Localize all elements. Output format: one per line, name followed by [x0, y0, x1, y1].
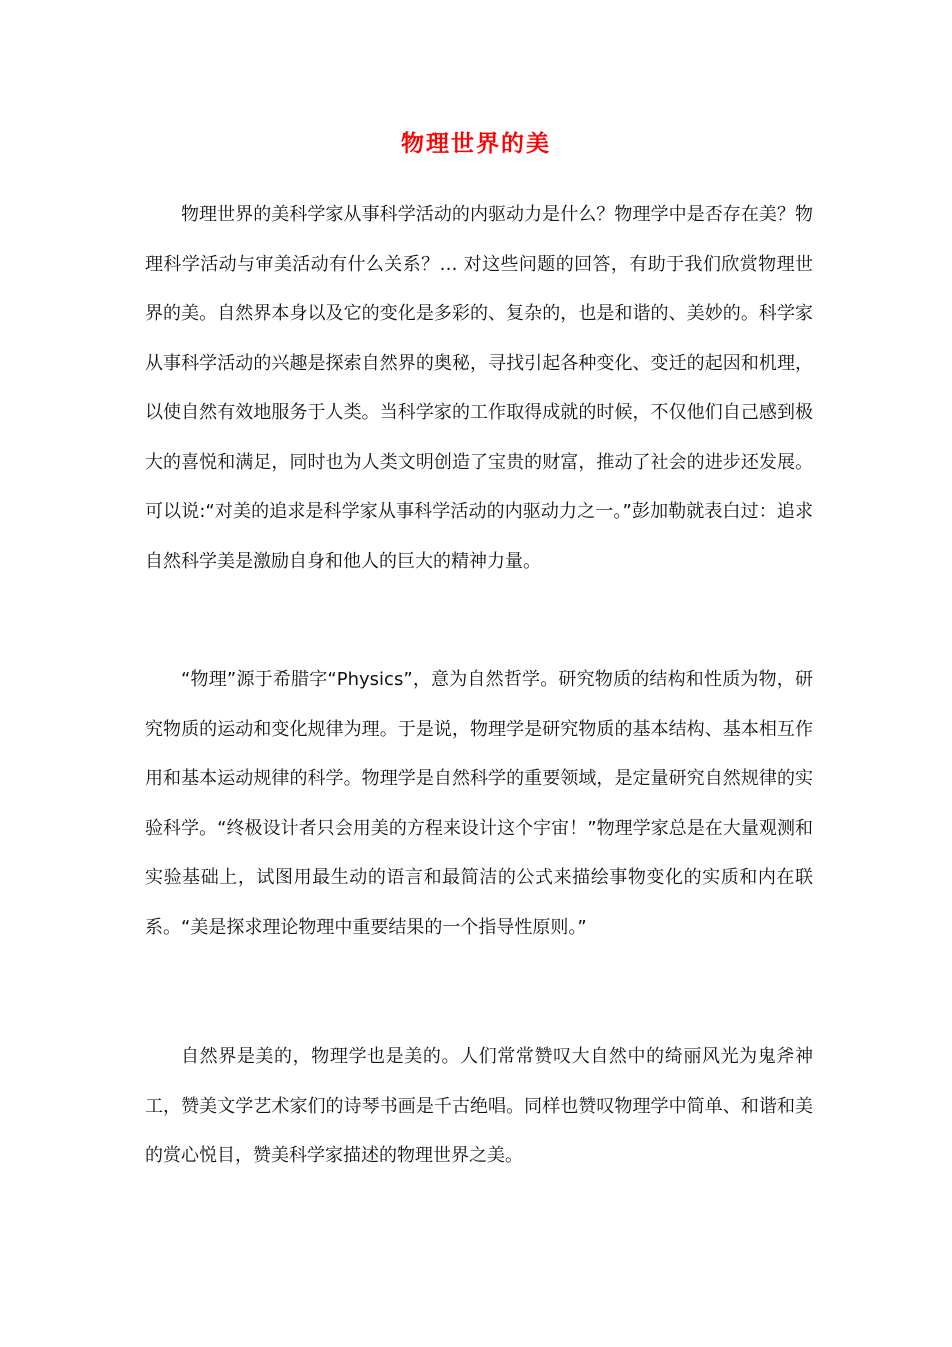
paragraph-2: “物理”源于希腊字“Physics”，意为自然哲学。研究物质的结构和性质为物，研究物质的运动和变化规律为理。于是说，物理学是研究物质的基本结构、基本相互作用和基本运动规律的科学。物理学是自然科学的重要领域，是定量研究自然规律的实验科学。“终极设计者只会用美的方程来设计这个宇宙！”物理学家总是在大量观测和实验基础上，试图用最生动的语言和最简洁的公式来描绘事物变化的实质和内在联系。“美是探求理论物理中重要结果的一个指导性原则。”: [145, 669, 813, 938]
paragraph-1: 物理世界的美科学家从事科学活动的内驱动力是什么？物理学中是否存在美？物理科学活动与审美活动有什么关系？… 对这些问题的回答，有助于我们欣赏物理世界的美。自然界本身以及它的变化是多彩的、复杂的，也是和谐的、美妙的。科学家从事科学活动的兴趣是探索自然界的奥秘，寻找引起各种变化、变迁的起因和机理，以使自然有效地服务于人类。当科学家的工作取得成就的时候，不仅他们自己感到极大的喜悦和满足，同时也为人类文明创造了宝贵的财富，推动了社会的进步还发展。可以说:“对美的追求是科学家从事科学活动的内驱动力之一。”彭加勒就表白过：追求自然科学美是激励自身和他人的巨大的精神力量。: [145, 204, 813, 572]
document-title: 物理世界的美: [401, 130, 551, 157]
paragraph-3: 自然界是美的，物理学也是美的。人们常常赞叹大自然中的绮丽风光为鬼斧神工，赞美文学艺术家们的诗琴书画是千古绝唱。同样也赞叹物理学中简单、和谐和美的赏心悦目，赞美科学家描述的物理世界之美。: [145, 1046, 813, 1166]
